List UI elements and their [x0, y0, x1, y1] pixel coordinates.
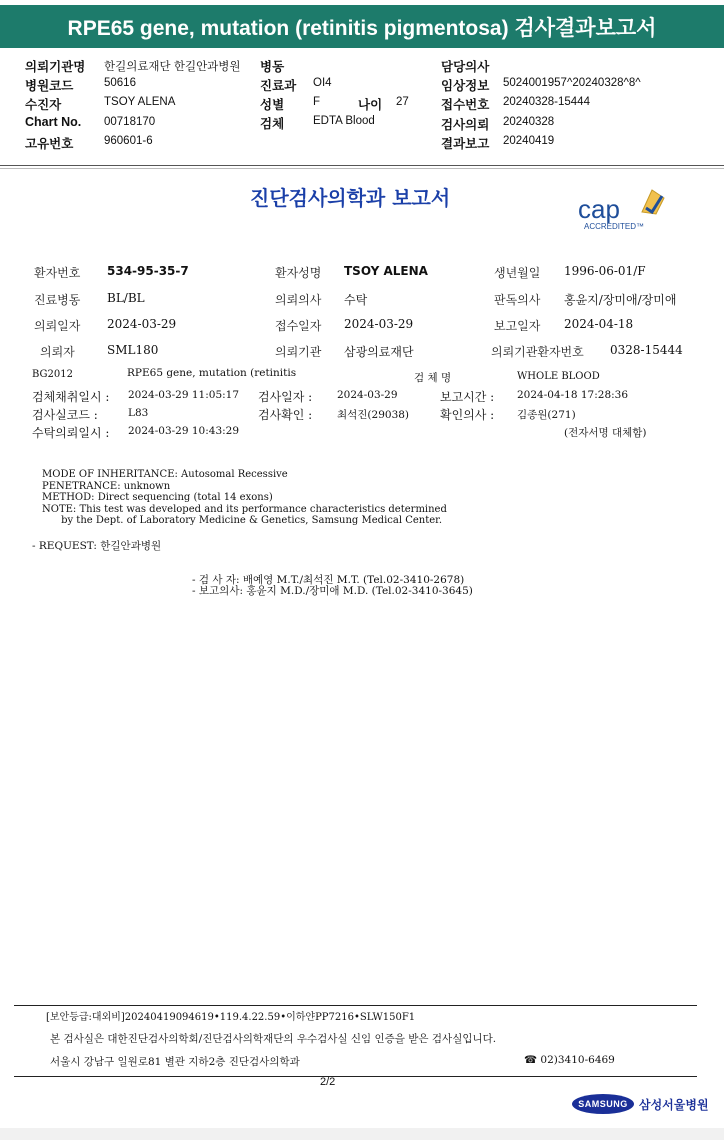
patient-value: 1996-06-01/F [564, 264, 646, 278]
patient-value: SML180 [107, 343, 159, 357]
note-line: MODE OF INHERITANCE: Autosomal Recessive [42, 469, 288, 480]
header-label: 검사의뢰 [441, 118, 490, 132]
specimen-label: 검 체 명 [414, 372, 452, 384]
header-value: 50616 [104, 77, 136, 89]
patient-label: 의뢰일자 [34, 319, 81, 333]
test-value: 2024-04-18 17:28:36 [517, 389, 629, 401]
test-value: 최석진(29038) [337, 409, 410, 421]
hospital-name: 삼성서울병원 [639, 1097, 709, 1112]
header-value: 20240328-15444 [503, 96, 590, 108]
test-value: 김종원(271) [517, 409, 576, 421]
note-line: NOTE: This test was developed and its performance characteristics determined [42, 503, 447, 515]
test-label: 검사일자 : [258, 390, 313, 404]
patient-value: 0328-15444 [610, 343, 683, 357]
header-label: 검체 [260, 117, 285, 131]
test-value: 2024-03-29 [337, 389, 398, 401]
patient-label: 환자번호 [34, 266, 81, 280]
header-divider [0, 168, 724, 169]
test-notes [42, 469, 447, 527]
samsung-hospital-logo [572, 1094, 709, 1114]
patient-label: 환자성명 [275, 266, 322, 280]
cap-logo-icon [576, 186, 676, 232]
security-line: [보안등급:대외비]20240419094619•119.4.22.59•이하얀PP7216•SLW150F1 [46, 1012, 416, 1023]
patient-value: 수탁 [344, 293, 368, 307]
header-value: OI4 [313, 77, 332, 89]
patient-name: TSOY ALENA [344, 264, 428, 278]
patient-label: 접수일자 [275, 319, 322, 333]
patient-number: 534-95-35-7 [107, 264, 189, 278]
patient-value: 삼광의료재단 [344, 345, 414, 359]
header-value: 5024001957^20240328^8^ [503, 77, 641, 89]
patient-label: 진료병동 [34, 293, 81, 307]
note-line: by the Dept. of Laboratory Medicine & Genetics, Samsung Medical Center. [42, 515, 443, 526]
page-number: 2/2 [320, 1076, 336, 1088]
header-label: Chart No. [25, 115, 82, 129]
header-value: 한길의료재단 한길안과병원 [104, 61, 241, 73]
request-header [0, 50, 724, 168]
header-label: 성별 [260, 98, 285, 112]
header-value: 27 [396, 96, 409, 108]
header-label: 나이 [358, 98, 383, 112]
header-label: 병원코드 [25, 79, 74, 93]
patient-label: 의뢰기관 [275, 345, 322, 359]
header-value: 20240419 [503, 135, 555, 147]
e-signature-note: (전자서명 대체함) [564, 427, 647, 439]
header-value: EDTA Blood [313, 115, 375, 127]
note-line: METHOD: Direct sequencing (total 14 exons) [42, 492, 273, 503]
patient-label: 보고일자 [494, 319, 541, 333]
test-label: 수탁의뢰일시 : [32, 426, 110, 440]
svg-text:cap: cap [578, 194, 620, 224]
header-value: 960601-6 [104, 135, 153, 147]
header-label: 의뢰기관명 [25, 60, 86, 74]
header-value: F [313, 96, 321, 108]
header-divider [0, 165, 724, 166]
test-label: 보고시간 : [440, 390, 495, 404]
samsung-logo-icon: SAMSUNG [572, 1094, 634, 1114]
test-value: 2024-03-29 11:05:17 [128, 389, 240, 401]
header-value: 00718170 [104, 116, 156, 128]
test-label: 확인의사 : [440, 408, 495, 422]
header-label: 임상정보 [441, 79, 490, 93]
header-label: 수진자 [25, 98, 62, 112]
patient-value: BL/BL [107, 291, 145, 305]
test-name: RPE65 gene, mutation (retinitis [127, 367, 297, 379]
header-value: TSOY ALENA [104, 96, 176, 108]
header-label: 담당의사 [441, 60, 490, 74]
patient-label: 생년월일 [494, 266, 541, 280]
test-label: 검체채취일시 : [32, 390, 110, 404]
header-label: 결과보고 [441, 137, 490, 151]
certification-line: 본 검사실은 대한진단검사의학회/진단검사의학재단의 우수검사실 신임 인증을 받은 검사실입니다. [50, 1033, 497, 1045]
test-value: L83 [128, 407, 149, 419]
patient-value: 2024-03-29 [344, 317, 414, 331]
patient-value: 홍윤지/장미애/장미애 [564, 293, 677, 307]
header-label: 병동 [260, 60, 285, 74]
patient-value: 2024-04-18 [564, 317, 634, 331]
header-label: 고유번호 [25, 137, 74, 151]
signer-line: - 검 사 자: 배예영 M.T./최석진 M.T. (Tel.02-3410-2678) [192, 574, 465, 586]
patient-label: 판독의사 [494, 293, 541, 307]
specimen-value: WHOLE BLOOD [517, 371, 600, 382]
note-line: PENETRANCE: unknown [42, 480, 171, 492]
cap-accredited-logo [576, 186, 676, 232]
patient-value: 2024-03-29 [107, 317, 177, 331]
header-value: 20240328 [503, 116, 555, 128]
header-label: 접수번호 [441, 98, 490, 112]
patient-label: 의뢰자 [40, 345, 75, 359]
test-value: 2024-03-29 10:43:29 [128, 425, 240, 437]
header-label: 진료과 [260, 79, 297, 93]
test-label: 검사실코드 : [32, 408, 98, 422]
patient-label: 의뢰기관환자번호 [491, 345, 584, 359]
phone-line: ☎ 02)3410-6469 [524, 1054, 615, 1066]
test-label: 검사확인 : [258, 408, 313, 422]
request-line: - REQUEST: 한길안과병원 [32, 540, 162, 552]
signer-line: - 보고의사: 홍윤지 M.D./장미애 M.D. (Tel.02-3410-3645) [192, 585, 473, 597]
svg-text:ACCREDITED™: ACCREDITED™ [584, 222, 645, 231]
report-banner-title: RPE65 gene, mutation (retinitis pigmentosa) 검사결과보고서 [0, 5, 724, 48]
address-line: 서울시 강남구 일원로81 별관 지하2층 진단검사의학과 [50, 1056, 300, 1068]
report-title: 진단검사의학과 보고서 [250, 186, 451, 210]
patient-label: 의뢰의사 [275, 293, 322, 307]
test-code: BG2012 [32, 369, 73, 380]
